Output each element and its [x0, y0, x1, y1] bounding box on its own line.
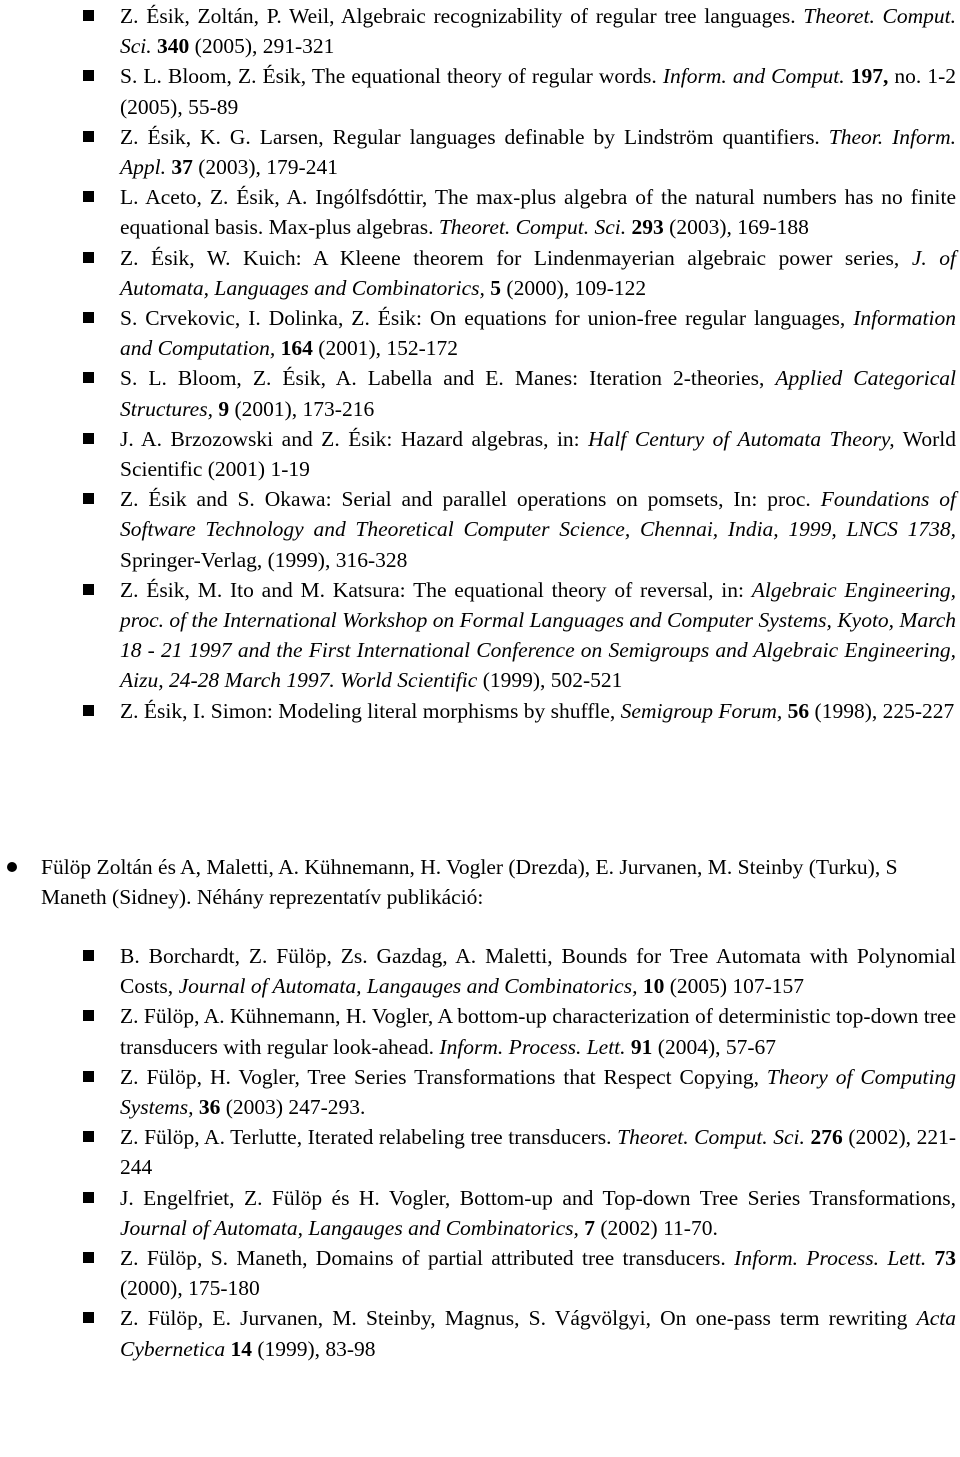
- reference-item: [120, 575, 956, 696]
- reference-details: (2005), 291-321: [194, 34, 335, 59]
- reference-authors: L. Aceto, Z. Ésik, A. Ingólfsdóttir,: [120, 185, 428, 210]
- reference-item: [120, 303, 956, 363]
- reference-authors: S. L. Bloom, Z. Ésik,: [120, 64, 307, 89]
- reference-authors: Z. Ésik, M. Ito and M. Katsura:: [120, 577, 406, 602]
- reference-details: no. 1-2 (2005), 55-89: [120, 64, 957, 119]
- reference-venue: Applied Categorical Structures,: [120, 366, 957, 421]
- reference-venue: Theory of Computing Systems,: [120, 1064, 956, 1120]
- reference-details: (2001), 173-216: [234, 396, 375, 421]
- reference-title: Tree Series Transformations that Respect Copying,: [307, 1064, 759, 1089]
- reference-details: (2001), 152-172: [318, 336, 459, 361]
- reference-item: [120, 1, 956, 61]
- reference-details: (2003), 169-188: [669, 215, 809, 240]
- reference-venue: Inform. Process. Lett.: [439, 1034, 626, 1059]
- reference-title: The equational theory of reversal, in:: [413, 577, 744, 602]
- reference-venue: Half Century of Automata Theory,: [588, 426, 895, 451]
- reference-authors: Z. Ésik, Zoltán, P. Weil,: [120, 4, 335, 28]
- reference-item: [120, 941, 956, 1001]
- reference-title: Bounds for Tree Automata with Polynomial Costs,: [120, 944, 957, 999]
- reference-details: (2002), 221-244: [120, 1125, 957, 1180]
- reference-authors: Z. Fülöp, A. Kühnemann, H. Vogler,: [120, 1004, 434, 1029]
- reference-volume: 14: [230, 1336, 252, 1361]
- reference-details: (2003) 247-293.: [225, 1095, 366, 1120]
- reference-volume: 340: [157, 34, 190, 59]
- fulop-reference-list: [120, 941, 956, 1364]
- reference-title: A bottom-up characterization of deterministic top-down tree transducers with regular look-ahead.: [120, 1004, 956, 1059]
- reference-item: [120, 122, 956, 182]
- reference-title: The equational theory of regular words.: [311, 64, 657, 89]
- reference-volume: 36: [198, 1095, 221, 1120]
- reference-details: Springer-Verlag, (1999), 316-328: [120, 547, 408, 572]
- reference-item: [120, 1122, 956, 1182]
- reference-venue: Theoret. Comput. Sci.: [617, 1125, 805, 1150]
- reference-volume: 56: [787, 698, 810, 723]
- reference-title: Domains of partial attributed tree transducers.: [315, 1246, 726, 1271]
- reference-item: [120, 1183, 956, 1243]
- reference-title: Iteration 2-theories,: [589, 366, 765, 391]
- reference-authors: B. Borchardt, Z. Fülöp, Zs. Gazdag, A. Maletti,: [120, 944, 553, 968]
- reference-title: Algebraic recognizability of regular tree languages.: [341, 4, 796, 28]
- reference-details: (2003), 179-241: [198, 155, 338, 180]
- reference-venue: Inform. Process. Lett.: [734, 1246, 927, 1271]
- reference-item: [120, 363, 956, 423]
- reference-venue: J. of Automata, Languages and Combinatorics,: [120, 245, 957, 300]
- reference-item: [120, 61, 956, 121]
- reference-authors: Z. Ésik and S. Okawa:: [120, 487, 332, 512]
- reference-title: On equations for union-free regular languages,: [429, 306, 846, 331]
- reference-venue: Algebraic Engineering, proc. of the International Workshop on Formal Languages and Computer Systems, Kyoto, March 18 - 21 1997 and the First International Conference on Semigroups and Algebraic Engineering, Aizu, 24-28 March 1997. World Scientific: [120, 577, 957, 693]
- reference-volume: 73: [934, 1246, 957, 1271]
- reference-title: The max-plus algebra of the natural numbers has no finite equational basis. Max-plus algebras.: [120, 185, 956, 240]
- reference-details: (2002) 11-70.: [600, 1215, 718, 1240]
- reference-details: (1998), 225-227: [814, 698, 955, 723]
- reference-item: [120, 182, 956, 242]
- reference-item: [120, 484, 956, 575]
- reference-authors: Z. Ésik, I. Simon:: [120, 698, 273, 723]
- reference-venue: Information and Computation,: [120, 306, 956, 361]
- reference-title: Serial and parallel operations on pomsets, In: proc.: [341, 487, 811, 512]
- reference-details: (2004), 57-67: [657, 1034, 777, 1059]
- reference-volume: 91: [630, 1034, 653, 1059]
- reference-item: [120, 1001, 956, 1061]
- reference-volume: 7: [584, 1215, 596, 1240]
- reference-venue: Inform. and Comput.: [662, 64, 845, 89]
- reference-authors: Z. Fülöp, H. Vogler,: [120, 1064, 300, 1089]
- reference-venue: Journal of Automata, Langauges and Combinatorics,: [178, 974, 638, 999]
- reference-authors: Z. Ésik, K. G. Larsen,: [120, 124, 324, 149]
- reference-item: [120, 243, 956, 303]
- reference-venue: Journal of Automata, Langauges and Combinatorics,: [120, 1215, 579, 1240]
- reference-venue: Theoret. Comput. Sci.: [438, 215, 627, 240]
- reference-title: Iterated relabeling tree transducers.: [307, 1125, 612, 1150]
- reference-title: Regular languages definable by Lindström quantifiers.: [332, 124, 820, 149]
- reference-volume: 37: [171, 155, 193, 180]
- reference-venue: Semigroup Forum,: [620, 698, 783, 723]
- reference-volume: 9: [218, 396, 230, 421]
- reference-title: Modeling literal morphisms by shuffle,: [278, 698, 616, 723]
- reference-title: Bottom-up and Top-down Tree Series Transformations,: [459, 1185, 956, 1210]
- reference-authors: Z. Fülöp, E. Jurvanen, M. Steinby, Magnus, S. Vágvölgyi,: [120, 1306, 651, 1331]
- reference-authors: Z. Fülöp, A. Terlutte,: [120, 1125, 303, 1150]
- reference-authors: Z. Ésik, W. Kuich:: [120, 245, 302, 270]
- reference-venue: Foundations of Software Technology and Theoretical Computer Science, Chennai, India, 1999, LNCS 1738,: [120, 487, 957, 542]
- reference-item: [120, 424, 956, 484]
- reference-authors: Z. Fülöp, S. Maneth,: [120, 1246, 308, 1271]
- reference-venue: Theor. Inform. Appl.: [120, 124, 957, 180]
- reference-item: [120, 696, 956, 726]
- reference-volume: 5: [490, 275, 502, 300]
- reference-details: (1999), 83-98: [257, 1336, 376, 1361]
- reference-title: A Kleene theorem for Lindenmayerian algebraic power series,: [312, 245, 900, 270]
- reference-authors: S. L. Bloom, Z. Ésik, A. Labella and E. Manes:: [120, 366, 579, 391]
- reference-venue: Acta Cybernetica: [120, 1306, 957, 1361]
- reference-volume: 293: [631, 215, 664, 240]
- reference-title: Hazard algebras, in:: [400, 426, 580, 451]
- reference-authors: J. A. Brzozowski and Z. Ésik:: [120, 426, 393, 451]
- esik-reference-list: [120, 1, 956, 726]
- reference-details: (2005) 107-157: [669, 974, 805, 999]
- reference-details: (1999), 502-521: [482, 668, 623, 693]
- reference-item: [120, 1303, 956, 1363]
- reference-authors: J. Engelfriet, Z. Fülöp és H. Vogler,: [120, 1185, 451, 1210]
- reference-details: (2000), 175-180: [120, 1276, 260, 1301]
- reference-item: [120, 1062, 956, 1122]
- reference-title: On one-pass term rewriting: [660, 1306, 908, 1331]
- reference-item: [120, 1243, 956, 1303]
- reference-volume: 10: [642, 974, 665, 999]
- section-heading: Fülöp Zoltán és A, Maletti, A. Kühnemann, H. Vogler (Drezda), E. Jurvanen, M. Steinby (Turku), S Maneth (Sidney). Néhány reprezentatív publikáció:: [41, 852, 941, 912]
- reference-volume: 197,: [850, 64, 889, 89]
- reference-volume: 164: [280, 336, 313, 361]
- reference-details: (2000), 109-122: [506, 275, 647, 300]
- reference-authors: S. Crvekovic, I. Dolinka, Z. Ésik:: [120, 306, 422, 331]
- reference-details: World Scientific (2001) 1-19: [120, 426, 956, 482]
- reference-volume: 276: [810, 1125, 843, 1150]
- reference-venue: Theoret. Comput. Sci.: [120, 4, 956, 59]
